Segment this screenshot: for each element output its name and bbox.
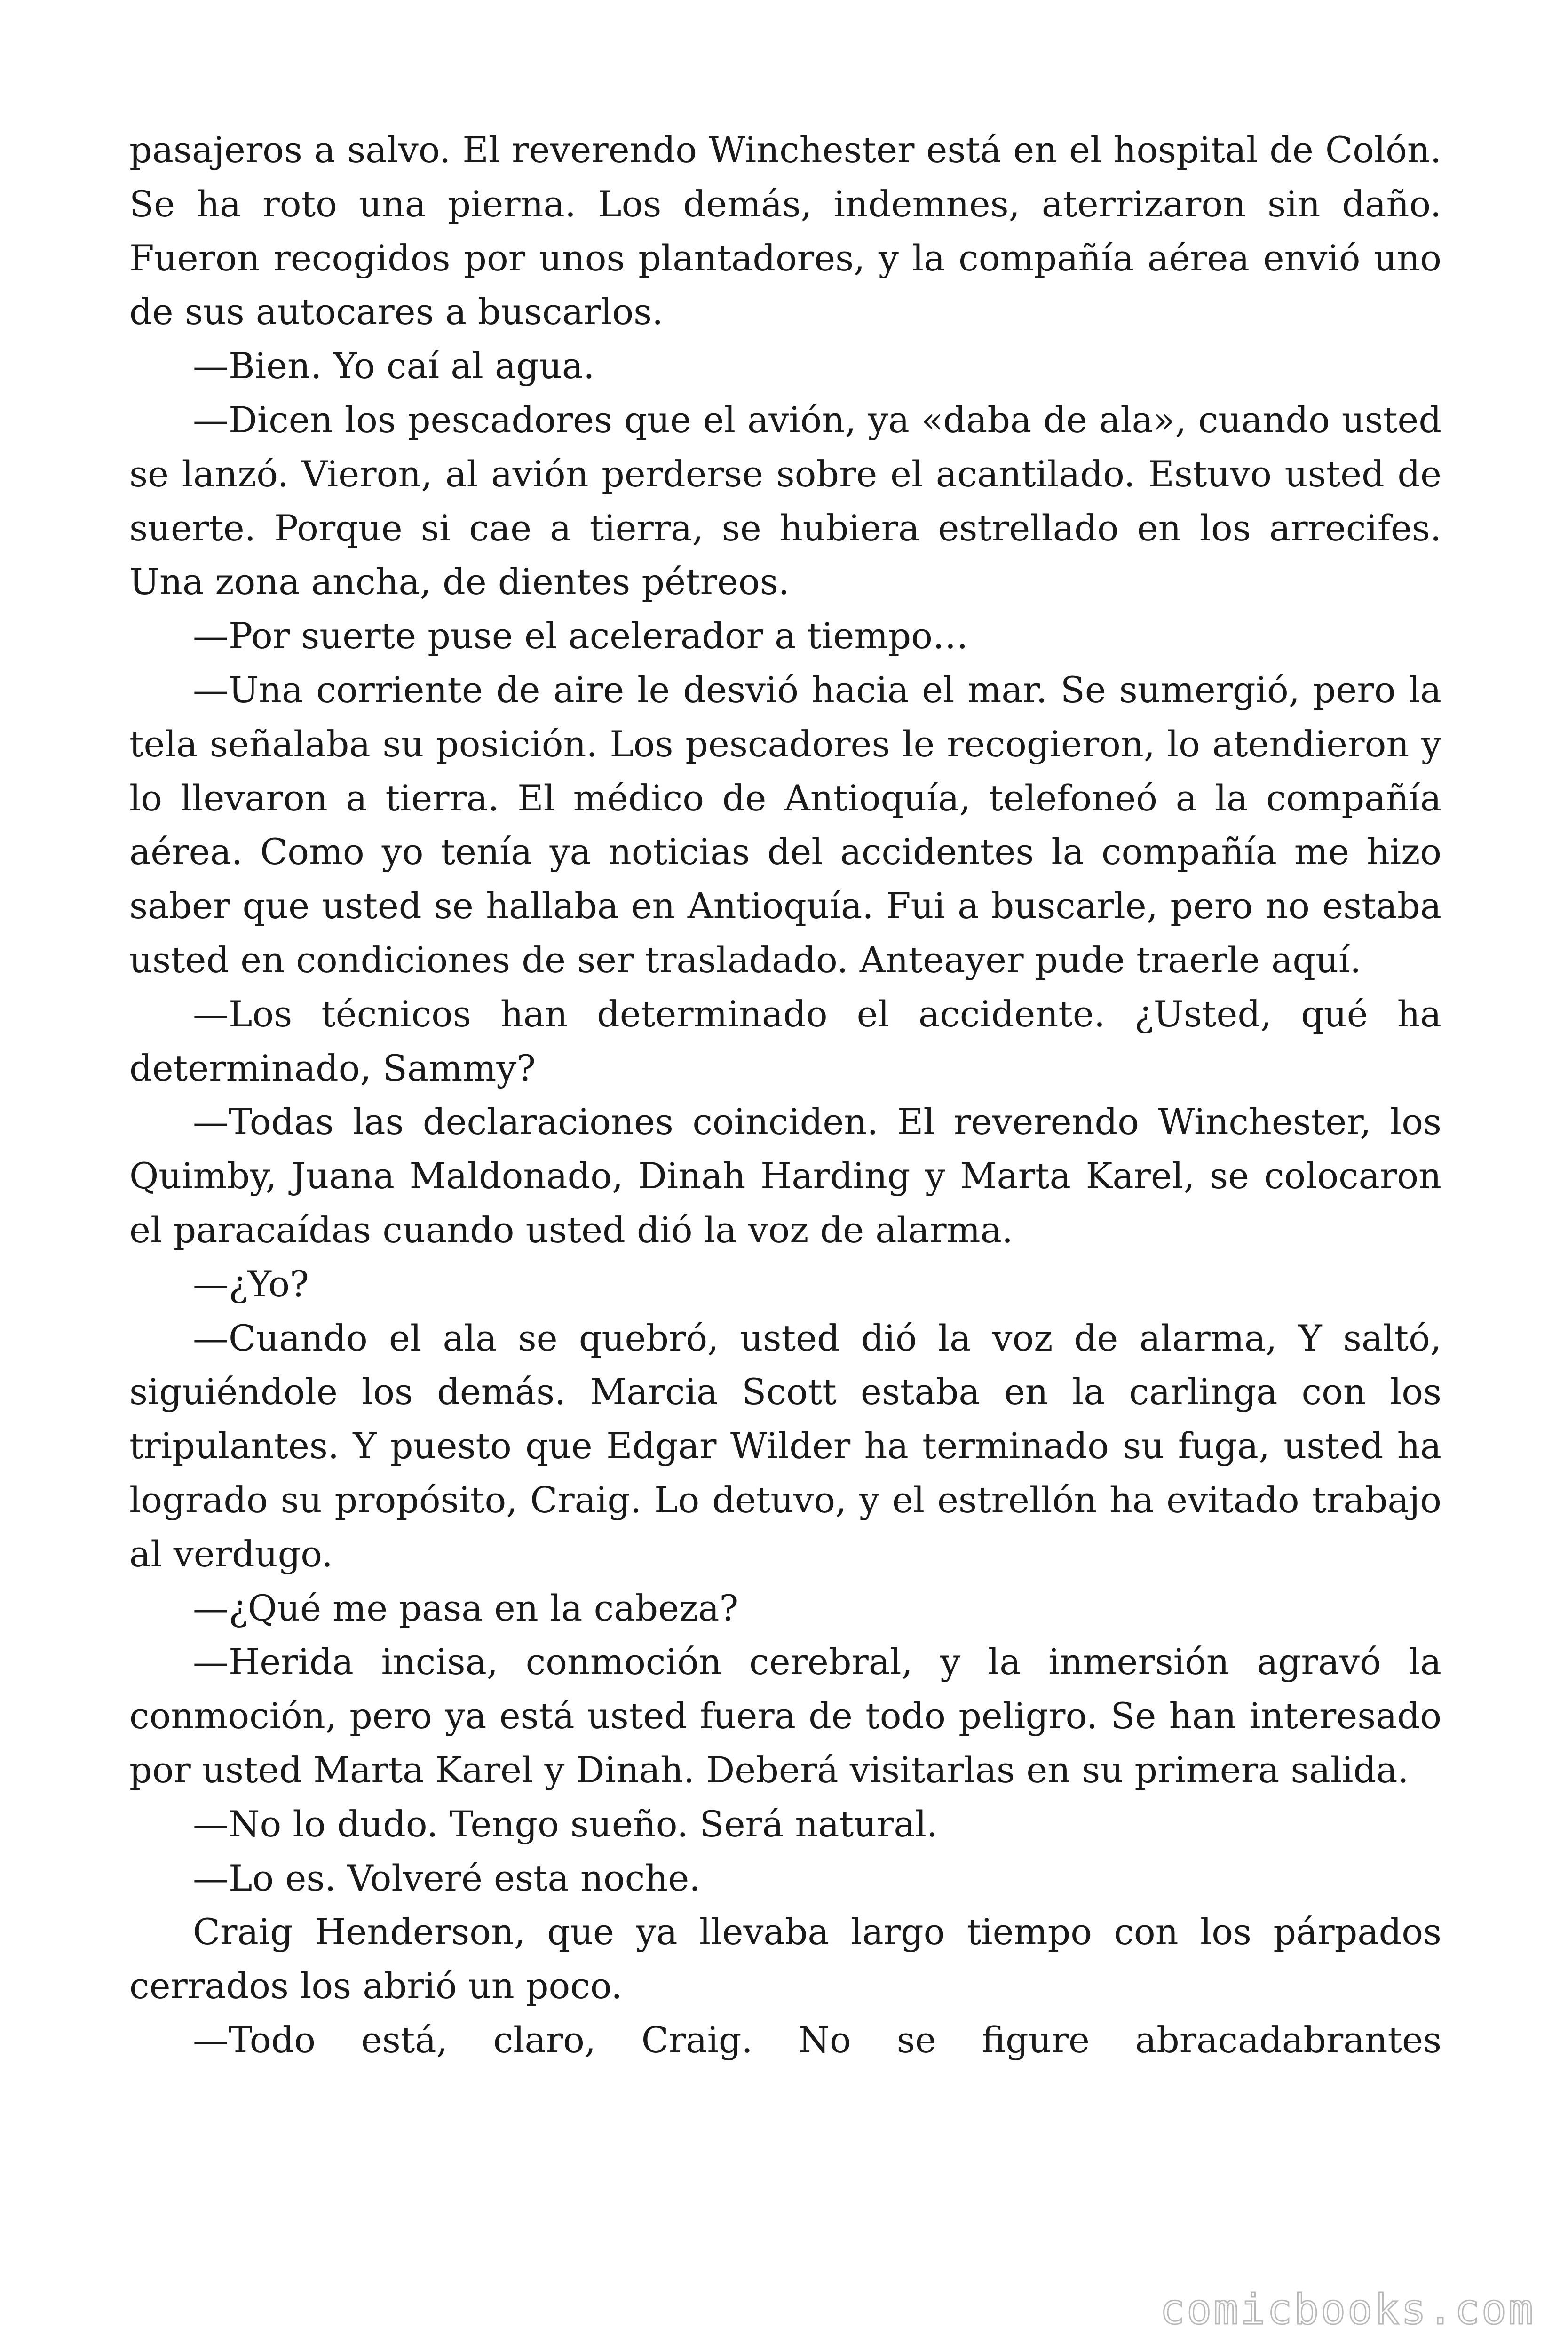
paragraph-12: —No lo dudo. Tengo sueño. Será natural.	[193, 1803, 938, 1845]
paragraph-2: —Bien. Yo caí al agua.	[193, 345, 595, 387]
body-text	[129, 123, 1441, 2067]
paragraph-6: —Los técnicos han determinado el accidente. ¿Usted, qué ha determinado, Sammy?	[129, 993, 1441, 1089]
paragraph-8: —¿Yo?	[193, 1263, 309, 1305]
paragraph-3: —Dicen los pescadores que el avión, ya «daba de ala», cuando usted se lanzó. Vieron, al avión perderse sobre el acantilado. Estuvo usted de suerte. Porque si cae a tierra, se hubiera estrellado en los arrecifes. Una zona ancha, de dientes pétreos.	[129, 398, 1441, 603]
watermark-logo: comicbooks.com	[1160, 2285, 1535, 2334]
paragraph-11: —Herida incisa, conmoción cerebral, y la inmersión agravó la conmoción, pero ya está usted fuera de todo peligro. Se han interesado por usted Marta Karel y Dinah. Deberá visitarlas en su primera salida.	[129, 1641, 1441, 1791]
paragraph-1: pasajeros a salvo. El reverendo Winchester está en el hospital de Colón. Se ha roto una pierna. Los demás, indemnes, aterrizaron sin daño. Fueron recogidos por unos plantadores, y la compañía aérea envió uno de sus autocares a buscarlos.	[129, 129, 1441, 333]
paragraph-10: —¿Qué me pasa en la cabeza?	[193, 1587, 739, 1629]
paragraph-4: —Por suerte puse el acelerador a tiempo…	[193, 615, 968, 657]
paragraph-5: —Una corriente de aire le desvió hacia el mar. Se sumergió, pero la tela señalaba su posición. Los pescadores le recogieron, lo atendieron y lo llevaron a tierra. El médico de Antioquía, telefoneó a la compañía aérea. Como yo tenía ya noticias del accidentes la compañía me hizo saber que usted se hallaba en Antioquía. Fui a buscarle, pero no estaba usted en condiciones de ser trasladado. Anteayer pude traerle aquí.	[129, 668, 1441, 981]
paragraph-14: Craig Henderson, que ya llevaba largo tiempo con los párpados cerrados los abrió un poco.	[129, 1911, 1441, 2007]
paragraph-15: —Todo está, claro, Craig. No se figure abracadabrantes	[193, 2018, 1441, 2061]
paragraph-13: —Lo es. Volveré esta noche.	[193, 1857, 701, 1899]
paragraph-9: —Cuando el ala se quebró, usted dió la voz de alarma, Y saltó, siguiéndole los demás. Marcia Scott estaba en la carlinga con los tripulantes. Y puesto que Edgar Wilder ha terminado su fuga, usted ha logrado su propósito, Craig. Lo detuvo, y el estrellón ha evitado trabajo al verdugo.	[129, 1317, 1441, 1575]
paragraph-7: —Todas las declaraciones coinciden. El reverendo Winchester, los Quimby, Juana Maldonado, Dinah Harding y Marta Karel, se colocaron el paracaídas cuando usted dió la voz de alarma.	[129, 1101, 1441, 1251]
